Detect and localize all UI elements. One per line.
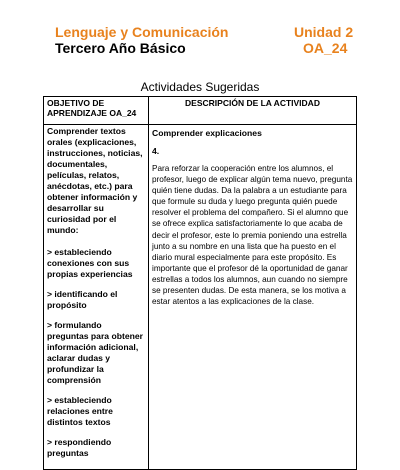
- activities-table: [43, 96, 357, 470]
- activity-cell: [149, 125, 357, 470]
- unit-label: Unidad 2: [294, 24, 354, 40]
- table-header-row: [44, 97, 357, 125]
- activity-description: Para reforzar la cooperación entre los alumnos, el profesor, luego de explicar algún tema nuevo, pregunta quién tiene dudas. Da la palabra a un estudiante para que formule su duda y luego pregunta quién puede resolver el problema del compañero. Si el alumno que se ofrece explica satisfactoriamente lo que acaba de decir el profesor, este lo premia poniendo una estrella junto a su nombre en una lista que ha puesto en el diario mural especialmente para este propósito. Es importante que el profesor dé la oportunidad de ganar estrellas a todos los alumnos, aun cuando no siempre se presenten dudas. De esta manera, se los motiva a estar atentos a las explicaciones de la clase.: [152, 164, 353, 307]
- objective-item: > identificando el propósito: [47, 289, 118, 310]
- objective-item: > formulando preguntas para obtener información adicional, aclarar dudas y profundizar la comprensión: [47, 320, 143, 385]
- activity-number: 4.: [152, 146, 160, 156]
- activity-title: Comprender explicaciones: [152, 128, 262, 138]
- oa-label: OA_24: [303, 40, 348, 56]
- table-row: [44, 125, 357, 470]
- subject-title: Lenguaje y Comunicación: [55, 24, 229, 40]
- objective-item: Comprender textos orales (explicaciones, instrucciones, noticias, documentales, películas, relatos, anécdotas, etc.) para obtener información y desarrollar su curiosidad por el mundo:: [47, 126, 143, 235]
- objective-item: > estableciendo relaciones entre distintos textos: [47, 395, 113, 427]
- objective-column-header: OBJETIVO DE APRENDIZAJE OA_24: [44, 97, 149, 125]
- grade-title: Tercero Año Básico: [55, 40, 186, 56]
- objective-item: > estableciendo conexiones con sus propias experiencias: [47, 247, 133, 279]
- objective-item: > respondiendo preguntas: [47, 437, 112, 458]
- description-column-header: DESCRIPCIÓN DE LA ACTIVIDAD: [149, 97, 357, 125]
- objectives-cell: [44, 125, 149, 470]
- section-title: Actividades Sugeridas: [140, 80, 260, 94]
